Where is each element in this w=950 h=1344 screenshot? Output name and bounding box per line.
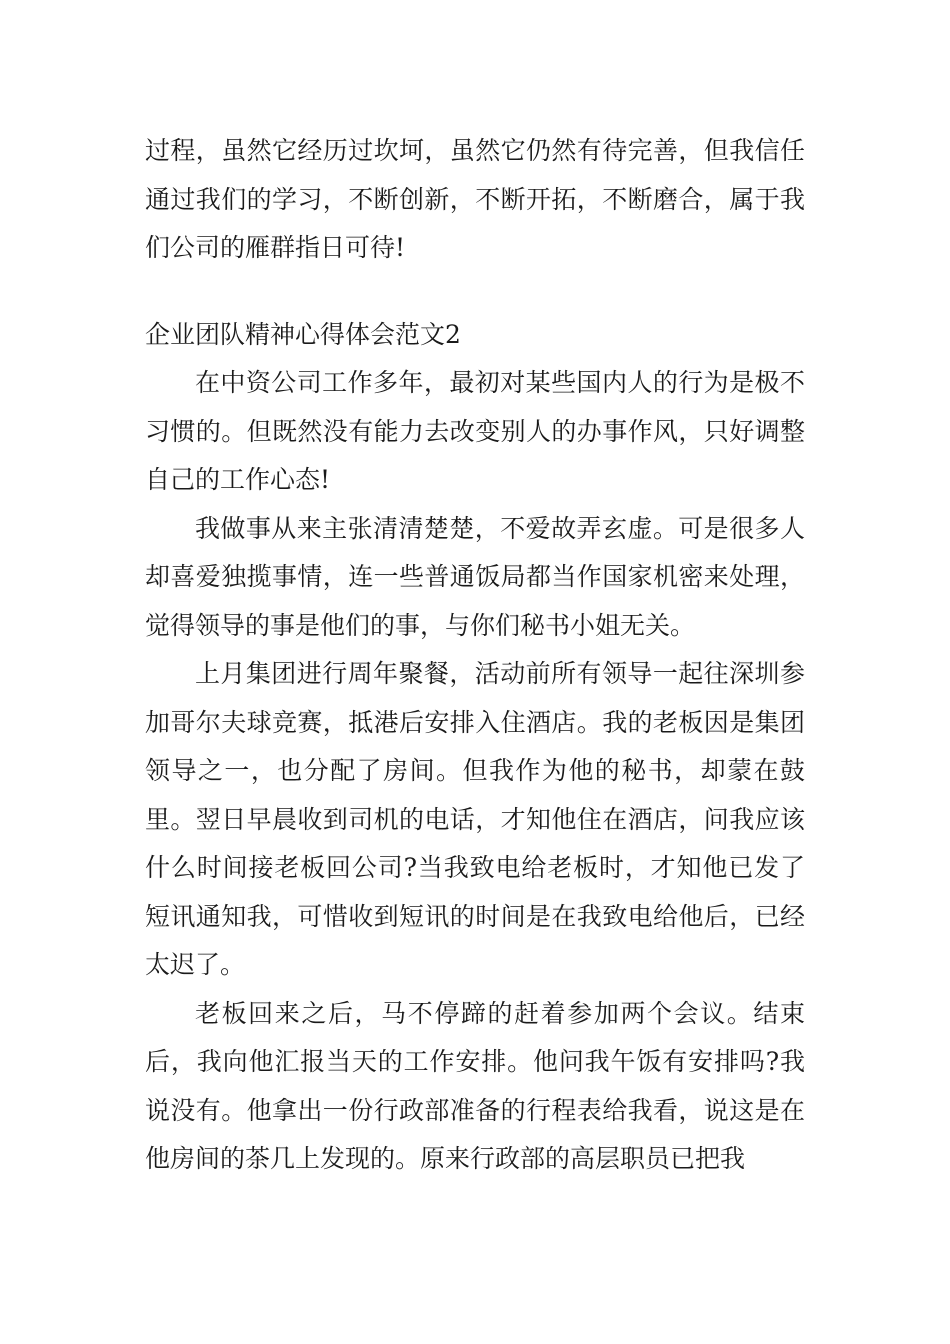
body-paragraph: 我做事从来主张清清楚楚，不爱故弄玄虚。可是很多人却喜爱独揽事情，连一些普通饭局都当作国家机密来处理，觉得领导的事是他们的事，与你们秘书小姐无关。 bbox=[145, 513, 805, 640]
body-paragraph: 老板回来之后，马不停蹄的赶着参加两个会议。结束后，我向他汇报当天的工作安排。他问我午饭有安排吗?我说没有。他拿出一份行政部准备的行程表给我看，说这是在他房间的茶几上发现的。原来行政部的高层职员已把我 bbox=[145, 998, 805, 1173]
body-paragraph: 在中资公司工作多年，最初对某些国内人的行为是极不习惯的。但既然没有能力去改变别人的办事作风，只好调整自己的工作心态! bbox=[145, 368, 805, 494]
section-gap bbox=[145, 273, 805, 311]
document-body bbox=[145, 127, 805, 1184]
body-paragraph: 上月集团进行周年聚餐，活动前所有领导一起往深圳参加哥尔夫球竞赛，抵港后安排入住酒店。我的老板因是集团领导之一，也分配了房间。但我作为他的秘书，却蒙在鼓里。翌日早晨收到司机的电话，才知他住在酒店，问我应该什么时间接老板回公司?当我致电给老板时，才知他已发了短讯通知我，可惜收到短讯的时间是在我致电给他后，已经太迟了。 bbox=[145, 659, 805, 979]
section-title: 企业团队精神心得体会范文2 bbox=[145, 319, 461, 349]
continuation-paragraph: 过程，虽然它经历过坎坷，虽然它仍然有待完善，但我信任通过我们的学习，不断创新，不断开拓，不断磨合，属于我们公司的雁群指日可待! bbox=[145, 136, 805, 262]
